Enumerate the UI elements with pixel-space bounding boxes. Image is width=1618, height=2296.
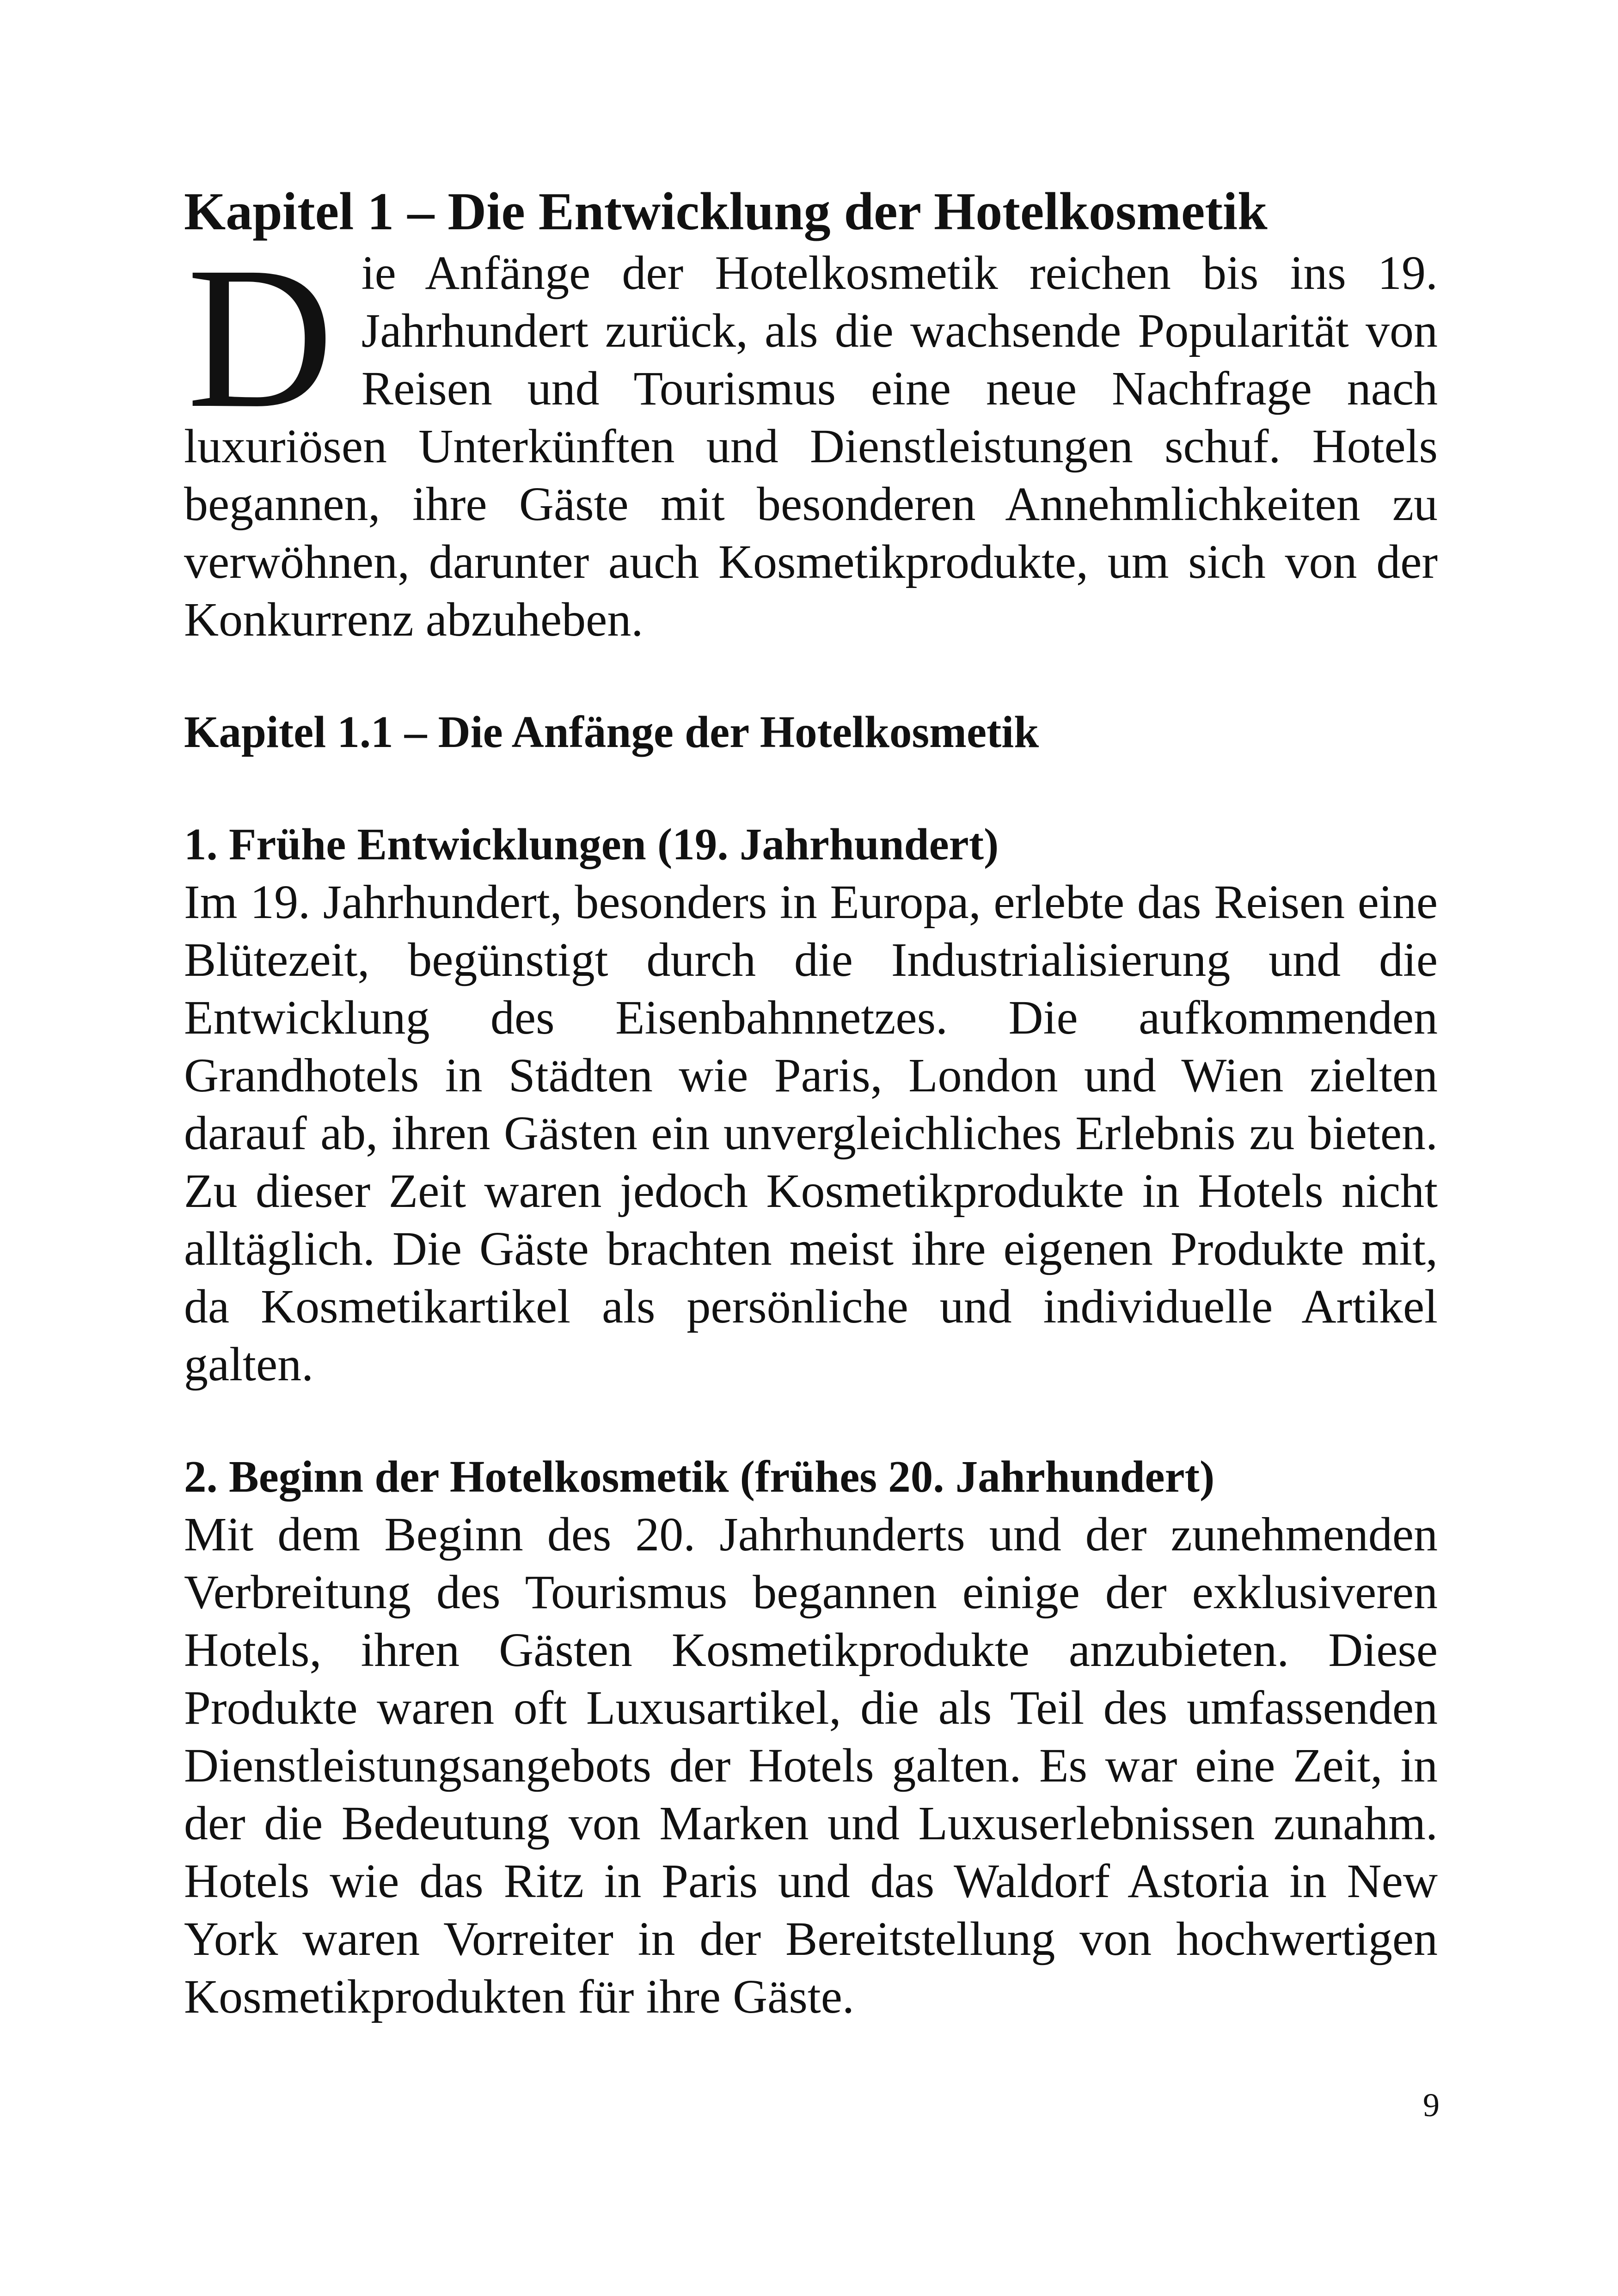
chapter-title: Kapitel 1 – Die Entwicklung der Hotelkosmetik [184, 182, 1268, 241]
page-content [184, 179, 1438, 2026]
drop-cap-letter: D [187, 225, 334, 450]
subsection-title-hotel-cosmetics-start: 2. Beginn der Hotelkosmetik (frühes 20. Jahrhundert) [184, 1452, 1215, 1501]
paragraph-early-developments: Im 19. Jahrhundert, besonders in Europa, erlebte das Reisen eine Blütezeit, begünstigt durch die Industrialisierung und die Entwicklung des Eisenbahnnetzes. Die aufkommenden Grandhotels in Städten wie Paris, London und Wien zielten darauf ab, ihren Gästen ein unvergleichliches Erlebnis zu bieten. Zu dieser Zeit waren jedoch Kosmetikprodukte in Hotels nicht alltäglich. Die Gäste brachten meist ihre eigenen Produkte mit, da Kosmetikartikel als persönliche und individuelle Artikel galten. [184, 876, 1438, 1391]
chapter-intro [184, 225, 1438, 649]
intro-paragraph: ie Anfänge der Hotelkosmetik reichen bis ins 19. Jahrhundert zurück, als die wachsende Popularität von Reisen und Tourismus eine neue Nachfrage nach luxuriösen Unterkünften und Dienstleistungen schuf. Hotels begannen, ihre Gäste mit besonderen Annehmlichkeiten zu verwöhnen, darunter auch Kosmetikprodukte, um sich von der Konkurrenz abzuheben. [184, 246, 1438, 646]
page-number: 9 [1423, 2087, 1440, 2124]
section-title: Kapitel 1.1 – Die Anfänge der Hotelkosmetik [184, 707, 1039, 757]
subsection-title-early-developments: 1. Frühe Entwicklungen (19. Jahrhundert) [184, 820, 999, 869]
paragraph-hotel-cosmetics-start: Mit dem Beginn des 20. Jahrhunderts und der zunehmenden Verbreitung des Tourismus begannen einige der exklusiveren Hotels, ihren Gästen Kosmetikprodukte anzubieten. Diese Produkte waren oft Luxusartikel, die als Teil des umfassenden Dienstleistungsangebots der Hotels galten. Es war eine Zeit, in der die Bedeutung von Marken und Luxuserlebnissen zunahm. Hotels wie das Ritz in Paris und das Waldorf Astoria in New York waren Vorreiter in der Bereitstellung von hochwertigen Kosmetikprodukten für ihre Gäste. [184, 1508, 1438, 2023]
